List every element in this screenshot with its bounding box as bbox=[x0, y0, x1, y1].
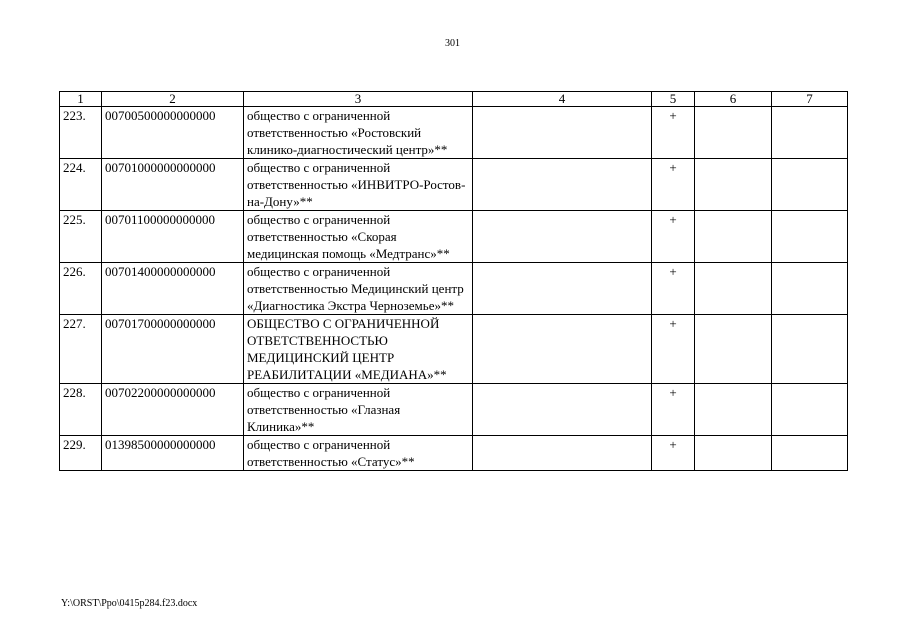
cell-col4 bbox=[473, 263, 652, 315]
cell-col5: + bbox=[652, 315, 695, 384]
table-row bbox=[60, 107, 848, 159]
registry-code: 00701400000000000 bbox=[102, 263, 244, 315]
cell-col5: + bbox=[652, 384, 695, 436]
organization-name: общество с ограниченной ответственностью «ИНВИТРО-Ростов-на-Дону»** bbox=[244, 159, 473, 211]
registry-table bbox=[59, 91, 848, 471]
column-header-1: 1 bbox=[60, 92, 102, 107]
row-number: 227. bbox=[60, 315, 102, 384]
table-row bbox=[60, 384, 848, 436]
cell-col7 bbox=[772, 436, 848, 471]
column-header-4: 4 bbox=[473, 92, 652, 107]
cell-col4 bbox=[473, 384, 652, 436]
registry-code: 00701100000000000 bbox=[102, 211, 244, 263]
cell-col4 bbox=[473, 315, 652, 384]
page-number: 301 bbox=[445, 38, 460, 49]
cell-col7 bbox=[772, 384, 848, 436]
cell-col7 bbox=[772, 107, 848, 159]
cell-col6 bbox=[695, 211, 772, 263]
table-row bbox=[60, 263, 848, 315]
organization-name: ОБЩЕСТВО С ОГРАНИЧЕННОЙ ОТВЕТСТВЕННОСТЬЮ МЕДИЦИНСКИЙ ЦЕНТР РЕАБИЛИТАЦИИ «МЕДИАНА»** bbox=[244, 315, 473, 384]
row-number: 226. bbox=[60, 263, 102, 315]
registry-code: 00701700000000000 bbox=[102, 315, 244, 384]
row-number: 228. bbox=[60, 384, 102, 436]
registry-code: 01398500000000000 bbox=[102, 436, 244, 471]
cell-col7 bbox=[772, 211, 848, 263]
registry-code: 00702200000000000 bbox=[102, 384, 244, 436]
table-row bbox=[60, 159, 848, 211]
table-row bbox=[60, 315, 848, 384]
row-number: 223. bbox=[60, 107, 102, 159]
organization-name: общество с ограниченной ответственностью «Глазная Клиника»** bbox=[244, 384, 473, 436]
column-header-5: 5 bbox=[652, 92, 695, 107]
cell-col6 bbox=[695, 436, 772, 471]
cell-col5: + bbox=[652, 263, 695, 315]
cell-col7 bbox=[772, 263, 848, 315]
organization-name: общество с ограниченной ответственностью «Статус»** bbox=[244, 436, 473, 471]
cell-col4 bbox=[473, 107, 652, 159]
table-row bbox=[60, 211, 848, 263]
header-row bbox=[60, 92, 848, 107]
registry-code: 00700500000000000 bbox=[102, 107, 244, 159]
cell-col4 bbox=[473, 159, 652, 211]
organization-name: общество с ограниченной ответственностью Медицинский центр «Диагностика Экстра Черноземье»** bbox=[244, 263, 473, 315]
cell-col6 bbox=[695, 107, 772, 159]
row-number: 225. bbox=[60, 211, 102, 263]
cell-col6 bbox=[695, 384, 772, 436]
cell-col6 bbox=[695, 263, 772, 315]
table-row bbox=[60, 436, 848, 471]
cell-col6 bbox=[695, 159, 772, 211]
column-header-6: 6 bbox=[695, 92, 772, 107]
cell-col5: + bbox=[652, 211, 695, 263]
cell-col5: + bbox=[652, 436, 695, 471]
cell-col4 bbox=[473, 436, 652, 471]
organization-name: общество с ограниченной ответственностью «Ростовский клинико-диагностический центр»** bbox=[244, 107, 473, 159]
registry-code: 00701000000000000 bbox=[102, 159, 244, 211]
cell-col5: + bbox=[652, 159, 695, 211]
column-header-2: 2 bbox=[102, 92, 244, 107]
column-header-3: 3 bbox=[244, 92, 473, 107]
cell-col4 bbox=[473, 211, 652, 263]
row-number: 229. bbox=[60, 436, 102, 471]
cell-col6 bbox=[695, 315, 772, 384]
cell-col7 bbox=[772, 159, 848, 211]
organization-name: общество с ограниченной ответственностью «Скорая медицинская помощь «Медтранс»** bbox=[244, 211, 473, 263]
file-path-footer: Y:\ORST\Ppo\0415p284.f23.docx bbox=[61, 598, 198, 609]
cell-col7 bbox=[772, 315, 848, 384]
cell-col5: + bbox=[652, 107, 695, 159]
row-number: 224. bbox=[60, 159, 102, 211]
column-header-7: 7 bbox=[772, 92, 848, 107]
